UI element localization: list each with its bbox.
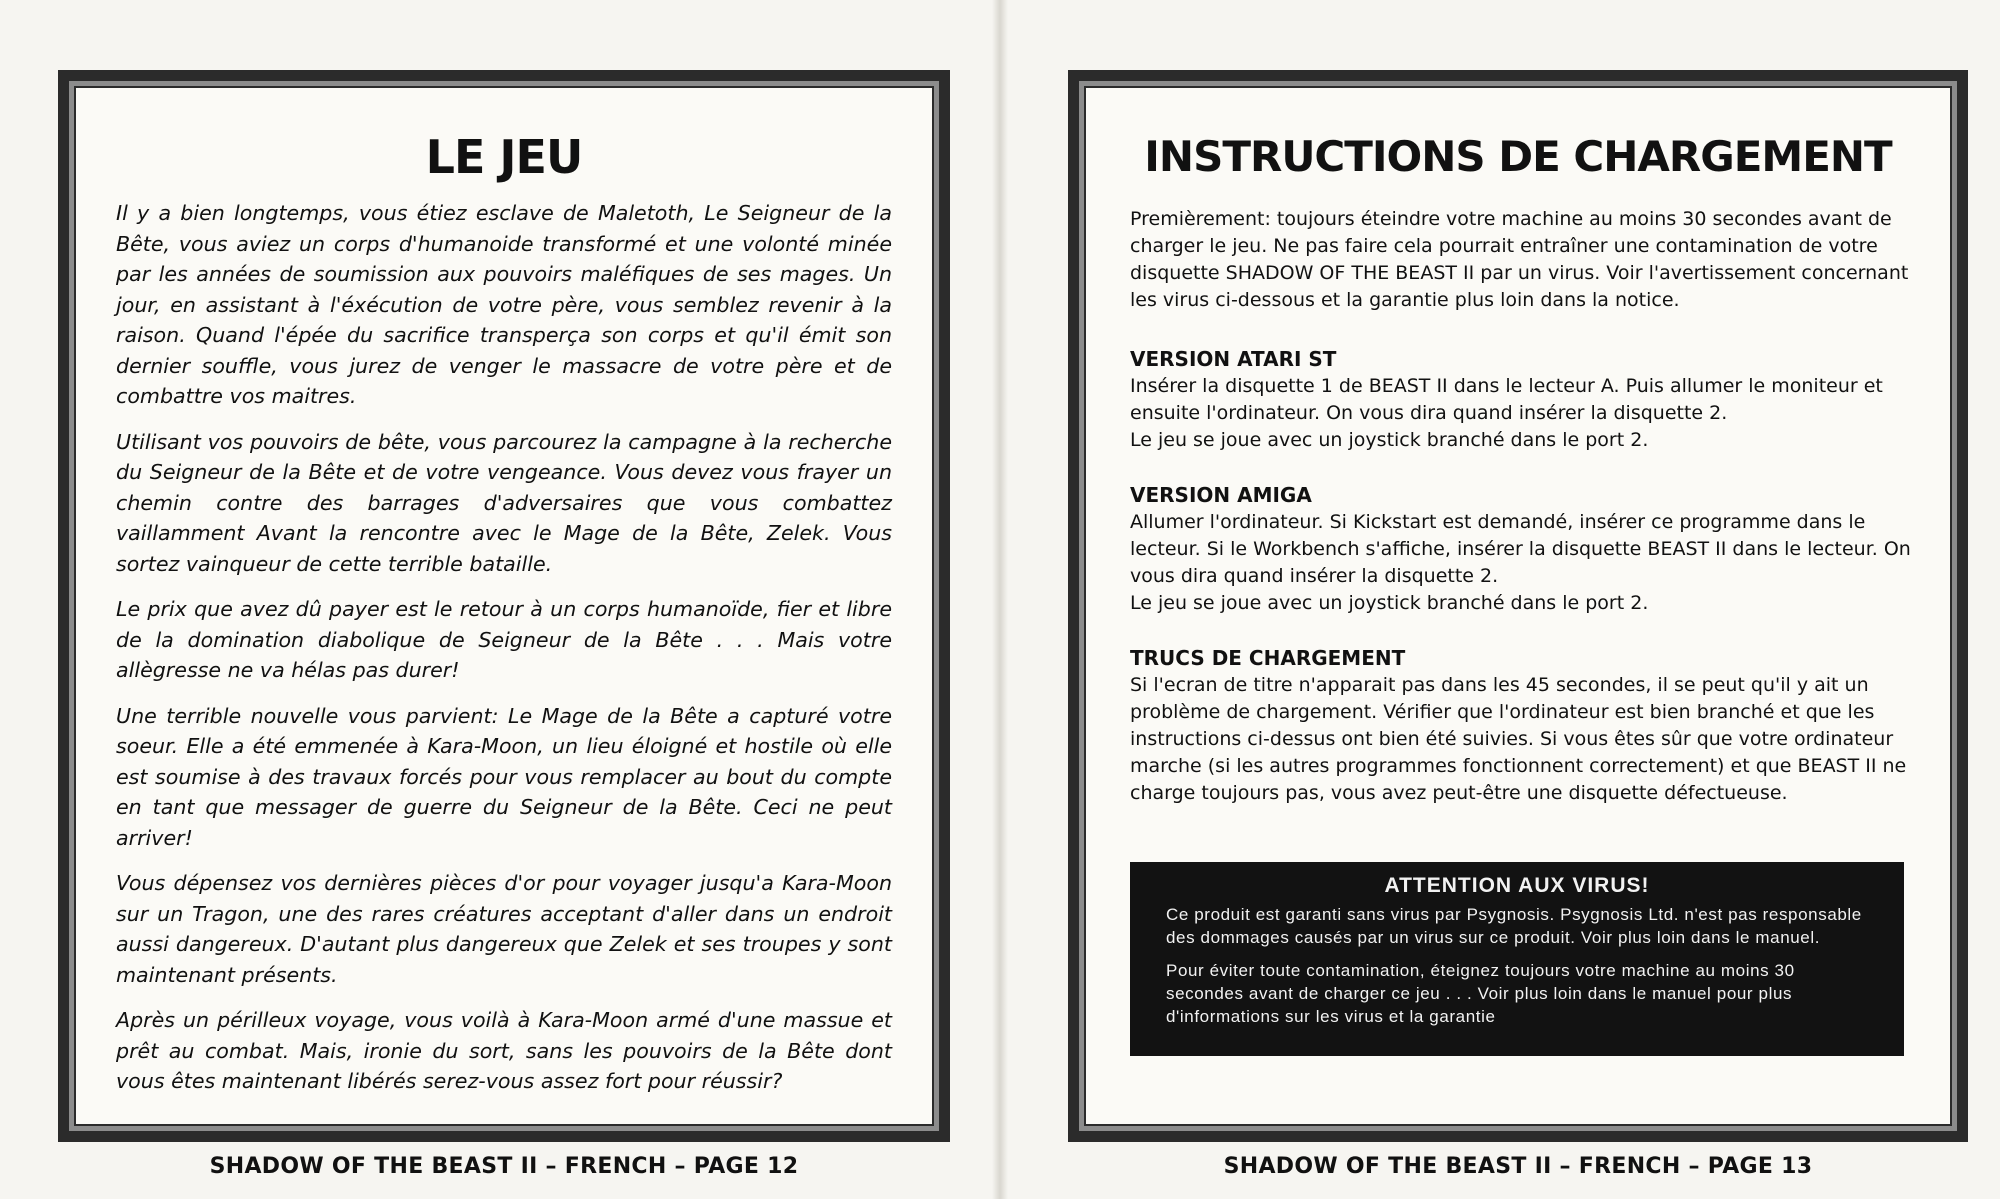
right-page-panel bbox=[1084, 86, 1952, 1126]
left-page-footer: SHADOW OF THE BEAST II – FRENCH – PAGE 12 bbox=[209, 1154, 799, 1179]
section-line: Le jeu se joue avec un joystick branché dans le port 2. bbox=[1130, 592, 1649, 614]
right-page-frame bbox=[1068, 70, 1968, 1142]
story-paragraph: Il y a bien longtemps, vous étiez esclave de Maletoth, Le Seigneur de la Bête, vous aviez un corps d'humanoide transformé et une volonté minée par les années de soumission aux pouvoirs maléfiques de ses mages. Un jour, en assistant à l'éxécution de votre père, vous semblez revenir à la raison. Quand l'épée du sacrifice transperça son corps et qu'il émit son dernier souffle, vous jurez de venger le massacre de votre père et de combattre vos maitres. bbox=[116, 201, 892, 408]
section-heading: TRUCS DE CHARGEMENT bbox=[1130, 646, 1406, 670]
loading-instructions bbox=[1130, 206, 1916, 835]
right-page-footer: SHADOW OF THE BEAST II – FRENCH – PAGE 13 bbox=[1223, 1154, 1813, 1179]
section-atari-st bbox=[1130, 346, 1916, 454]
section-heading: VERSION AMIGA bbox=[1130, 483, 1312, 507]
story-paragraph: Vous dépensez vos dernières pièces d'or pour voyager jusqu'a Kara-Moon sur un Tragon, une des rares créatures acceptant d'aller dans un endroit aussi dangereux. D'autant plus dangereux que Zelek et ses troupes y sont maintenant présents. bbox=[116, 871, 892, 987]
left-page-frame bbox=[58, 70, 950, 1142]
left-frame-border bbox=[69, 81, 939, 1131]
instructions-intro: Premièrement: toujours éteindre votre machine au moins 30 secondes avant de charger le jeu. Ne pas faire cela pourrait entraîner une contamination de votre disquette SHADOW OF THE BEAST II par un virus. Voir l'avertissement concernant les virus ci-dessous et la garantie plus loin dans la notice. bbox=[1130, 208, 1909, 311]
section-heading: VERSION ATARI ST bbox=[1130, 347, 1337, 371]
right-frame-border bbox=[1079, 81, 1957, 1131]
page-title-le-jeu: LE JEU bbox=[425, 130, 583, 184]
virus-warning-box bbox=[1130, 862, 1904, 1056]
virus-warning-title: ATTENTION AUX VIRUS! bbox=[1384, 874, 1650, 897]
section-line: Allumer l'ordinateur. Si Kickstart est demandé, insérer ce programme dans le lecteur. Si le Workbench s'affiche, insérer la disquette BEAST II dans le lecteur. On vous dira quand insérer la disquette 2. bbox=[1130, 511, 1911, 587]
page-title-instructions: INSTRUCTIONS DE CHARGEMENT bbox=[1144, 132, 1892, 181]
section-line: Insérer la disquette 1 de BEAST II dans le lecteur A. Puis allumer le moniteur et ensuite l'ordinateur. On vous dira quand insérer la disquette 2. bbox=[1130, 375, 1883, 424]
section-loading-tips bbox=[1130, 645, 1916, 807]
story-paragraph: Une terrible nouvelle vous parvient: Le Mage de la Bête a capturé votre soeur. Elle a été emmenée à Kara-Moon, un lieu éloigné et hostile où elle est soumise à des travaux forcés pour vous remplacer au bout du compte en tant que messager de guerre du Seigneur de la Bête. Ceci ne peut arriver! bbox=[116, 703, 892, 850]
story-text bbox=[116, 198, 892, 1112]
page-gutter bbox=[992, 0, 1008, 1199]
story-paragraph: Utilisant vos pouvoirs de bête, vous parcourez la campagne à la recherche du Seigneur de la Bête et de votre vengeance. Vous devez vous frayer un chemin contre des barrages d'adversaires que vous combattez vaillamment Avant la rencontre avec le Mage de la Bête, Zelek. Vous sortez vainqueur de cette terrible bataille. bbox=[116, 429, 892, 576]
story-paragraph: Le prix que avez dû payer est le retour à un corps humanoïde, fier et libre de la domination diabolique de Seigneur de la Bête . . . Mais votre allègresse ne va hélas pas durer! bbox=[116, 597, 892, 682]
left-page-panel bbox=[74, 86, 934, 1126]
story-paragraph: Après un périlleux voyage, vous voilà à Kara-Moon armé d'une massue et prêt au combat. Mais, ironie du sort, sans les pouvoirs de la Bête dont vous êtes maintenant libérés serez-vous assez fort pour réussir? bbox=[116, 1008, 892, 1093]
virus-warning-paragraph: Ce produit est garanti sans virus par Psygnosis. Psygnosis Ltd. n'est pas responsable des dommages causés par un virus sur ce produit. Voir plus loin dans le manuel. bbox=[1166, 905, 1862, 947]
section-line: Si l'ecran de titre n'apparait pas dans les 45 secondes, il se peut qu'il y ait un problème de chargement. Vérifier que l'ordinateur est bien branché et que les instructions ci-dessus ont bien été suivies. Si vous êtes sûr que votre ordinateur marche (si les autres programmes fonctionnent correctement) et que BEAST II ne charge toujours pas, vous avez peut-être une disquette défectueuse. bbox=[1130, 674, 1907, 804]
section-line: Le jeu se joue avec un joystick branché dans le port 2. bbox=[1130, 429, 1649, 451]
section-amiga bbox=[1130, 482, 1916, 617]
virus-warning-paragraph: Pour éviter toute contamination, éteignez toujours votre machine au moins 30 secondes avant de charger ce jeu . . . Voir plus loin dans le manuel pour plus d'informations sur les virus et la garantie bbox=[1166, 961, 1795, 1026]
